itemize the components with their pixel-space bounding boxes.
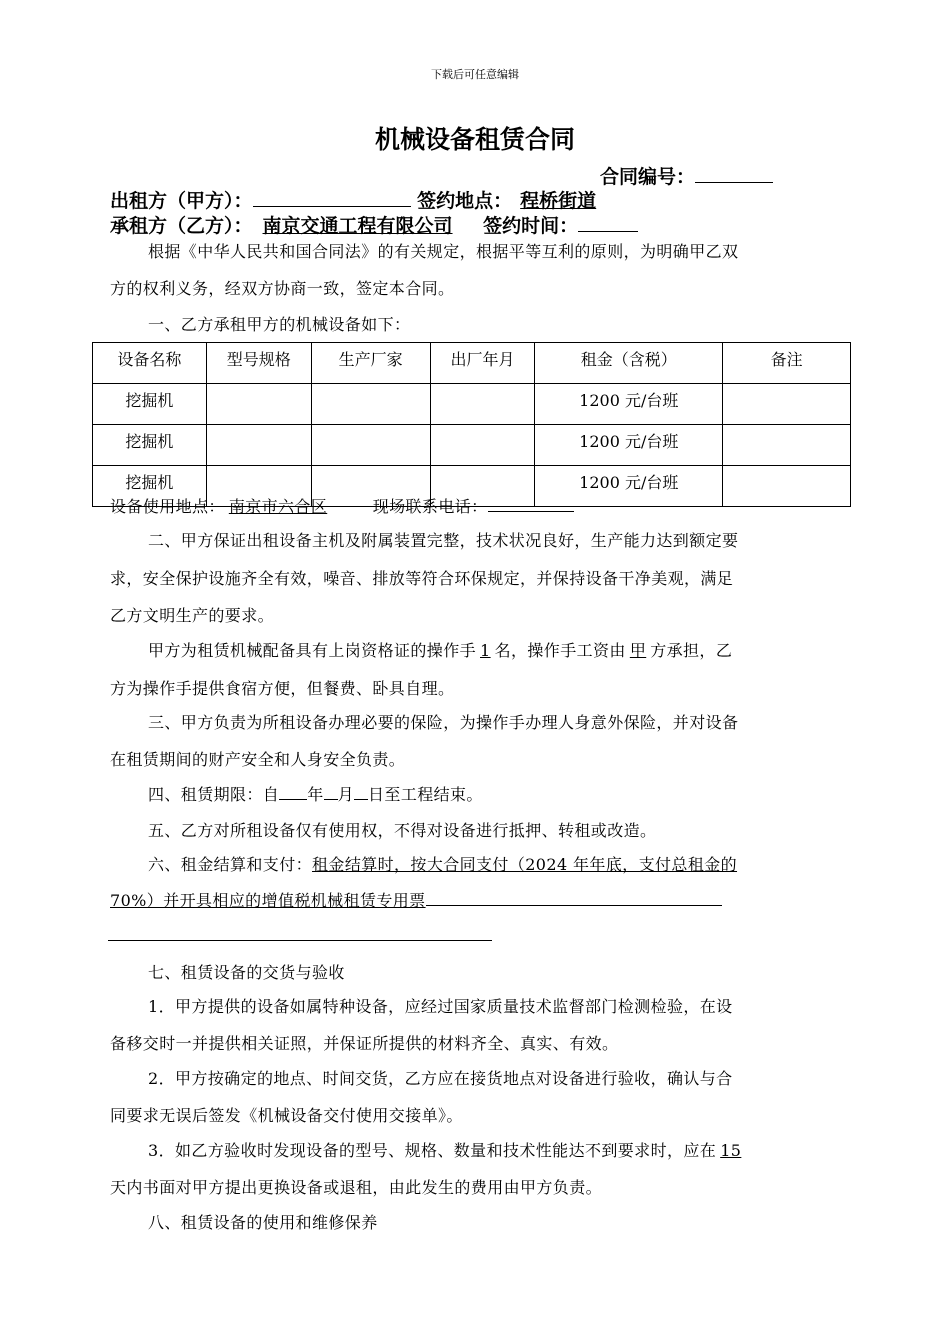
acceptance-days: 15	[720, 1141, 742, 1160]
section-7-item-2-line-2: 同要求无误后签发《机械设备交付使用交接单》。	[110, 1106, 463, 1125]
table-cell: 挖掘机	[93, 384, 207, 425]
table-header-cell: 生产厂家	[311, 343, 430, 384]
section-7-item-3-line-2: 天内书面对甲方提出更换设备或退租，由此发生的费用由甲方负责。	[110, 1178, 603, 1197]
lease-day-blank	[354, 785, 368, 800]
lease-year-label: 年	[307, 785, 324, 804]
section-2-line-3: 乙方文明生产的要求。	[110, 606, 275, 625]
use-place-value: 南京市六合区	[228, 497, 328, 516]
operator-line-1	[148, 638, 732, 661]
section-2-line-2: 求，安全保护设施齐全有效，噪音、排放等符合环保规定，并保持设备干净美观，满足	[110, 569, 734, 588]
lease-month-blank	[324, 785, 338, 800]
table-header-cell: 备注	[723, 343, 851, 384]
table-cell	[430, 425, 535, 466]
section-6-line-2	[110, 888, 722, 911]
settlement-label: 六、租金结算和支付：	[148, 855, 313, 874]
section-6-line-1	[148, 852, 737, 875]
section-5-line: 五、乙方对所租设备仅有使用权，不得对设备进行抵押、转租或改造。	[148, 821, 657, 840]
sign-place-value: 程桥街道	[520, 190, 597, 212]
header-note: 下载后可任意编辑	[431, 68, 519, 81]
lessee-row	[110, 211, 638, 238]
settlement-value-2: 70%）并开具相应的增值税机械租赁专用票	[110, 891, 426, 910]
table-row	[93, 384, 851, 425]
table-header-cell: 出厂年月	[430, 343, 535, 384]
table-row	[93, 425, 851, 466]
table-cell	[206, 425, 311, 466]
settlement-blank	[426, 891, 722, 906]
lessor-label: 出租方（甲方）：	[110, 190, 253, 212]
section-4-line	[148, 782, 483, 805]
lessor-blank	[253, 188, 411, 207]
settlement-blank-line	[108, 940, 492, 941]
lease-month-label: 月	[337, 785, 355, 804]
phone-label: 现场联系电话：	[372, 497, 488, 516]
lease-year-blank	[279, 785, 307, 800]
lessee-value: 南京交通工程有限公司	[262, 215, 453, 237]
table-cell: 挖掘机	[93, 466, 207, 507]
section-7-item-1-line-2: 备移交时一并提供相关证照，并保证所提供的材料齐全、真实、有效。	[110, 1034, 619, 1053]
use-place-label: 设备使用地点：	[110, 497, 225, 516]
table-cell: 1200 元/台班	[535, 425, 723, 466]
acceptance-text-a: 3．如乙方验收时发现设备的型号、规格、数量和技术性能达不到要求时，应在	[148, 1141, 717, 1160]
contract-number-blank	[695, 164, 773, 183]
operator-count: 1	[480, 641, 491, 660]
table-cell	[430, 384, 535, 425]
table-cell	[311, 384, 430, 425]
table-cell	[311, 425, 430, 466]
section-7-item-1-line-1: 1．甲方提供的设备如属特种设备，应经过国家质量技术监督部门检测检验，在设	[148, 997, 733, 1016]
table-cell: 挖掘机	[93, 425, 207, 466]
lease-term-text-a: 四、租赁期限：自	[148, 785, 280, 804]
operator-text-a: 甲方为租赁机械配备具有上岗资格证的操作手	[148, 641, 477, 660]
table-cell: 1200 元/台班	[535, 466, 723, 507]
section-7-item-2-line-1: 2．甲方按确定的地点、时间交货，乙方应在接货地点对设备进行验收，确认与合	[148, 1069, 733, 1088]
intro-line-1: 根据《中华人民共和国合同法》的有关规定，根据平等互利的原则，为明确甲乙双	[148, 242, 739, 261]
operator-text-c: 方承担，乙	[650, 641, 733, 660]
table-cell	[206, 384, 311, 425]
section-3-line-1: 三、甲方负责为所租设备办理必要的保险，为操作手办理人身意外保险，并对设备	[148, 713, 739, 732]
operator-text-b: 名，操作手工资由	[494, 641, 626, 660]
table-header-cell: 租金（含税）	[535, 343, 723, 384]
equipment-table	[92, 342, 851, 507]
section-3-line-2: 在租赁期间的财产安全和人身安全负责。	[110, 750, 406, 769]
contract-number-row	[600, 162, 773, 189]
operator-line-2: 方为操作手提供食宿方便，但餐费、卧具自理。	[110, 679, 455, 698]
section-1-heading: 一、乙方承租甲方的机械设备如下：	[148, 315, 411, 334]
use-place-row	[110, 494, 574, 517]
table-header-cell: 设备名称	[93, 343, 207, 384]
intro-line-2: 方的权利义务，经双方协商一致，签定本合同。	[110, 279, 455, 298]
lessee-label: 承租方（乙方）：	[110, 215, 253, 237]
sign-time-blank	[578, 213, 638, 232]
operator-wage-party: 甲	[629, 641, 647, 660]
table-cell	[723, 425, 851, 466]
contract-number-label: 合同编号：	[600, 166, 696, 188]
table-header-cell: 型号规格	[206, 343, 311, 384]
settlement-value-1: 租金结算时，按大合同支付（2024 年年底，支付总租金的	[312, 855, 738, 874]
phone-blank	[488, 497, 574, 512]
page-title: 机械设备租赁合同	[374, 125, 575, 154]
section-7-heading: 七、租赁设备的交货与验收	[148, 963, 345, 982]
section-2-line-1: 二、甲方保证出租设备主机及附属装置完整，技术状况良好，生产能力达到额定要	[148, 531, 739, 550]
section-8-heading: 八、租赁设备的使用和维修保养	[148, 1213, 378, 1232]
table-cell: 1200 元/台班	[535, 384, 723, 425]
lease-term-text-b: 日至工程结束。	[368, 785, 483, 804]
table-cell	[723, 384, 851, 425]
sign-time-label: 签约时间：	[483, 215, 579, 237]
table-header-row	[93, 343, 851, 384]
sign-place-label: 签约地点：	[417, 190, 513, 212]
table-cell	[723, 466, 851, 507]
lessor-row	[110, 186, 604, 213]
section-7-item-3-line-1	[148, 1138, 741, 1161]
